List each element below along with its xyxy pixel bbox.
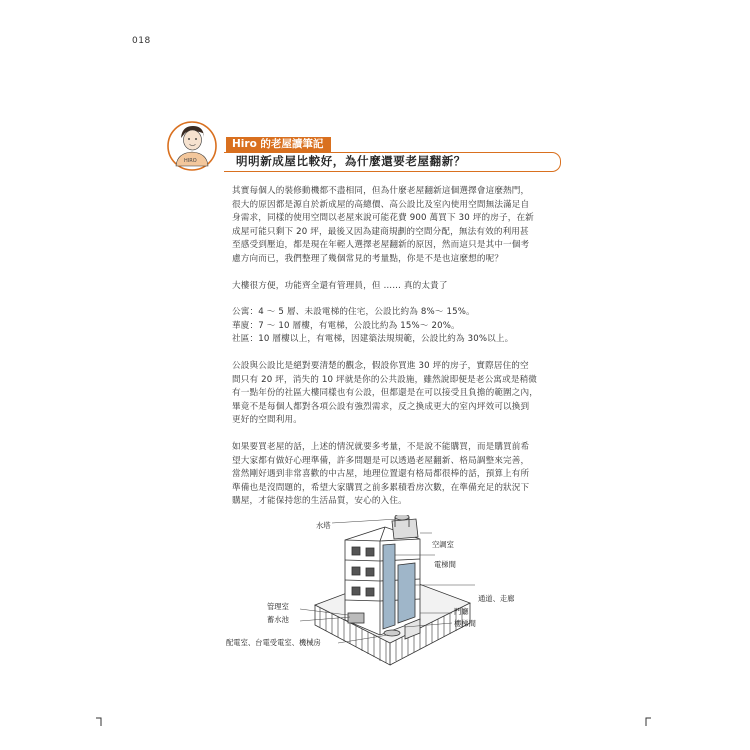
article-body	[232, 185, 552, 509]
avatar-shirt-text: HIRO	[184, 158, 197, 164]
label-water-tank: 蓄水池	[267, 615, 289, 624]
body-subheading: 大樓很方便，功能齊全還有管理員，但 …… 真的太貴了	[232, 280, 448, 291]
label-water-tower: 水塔	[316, 521, 331, 530]
series-tag: Hiro 的老屋讀筆記	[226, 137, 331, 152]
body-paragraph-public-facilities: 公設與公設比是絕對要清楚的觀念，假設你買進 30 坪的房子，實際居住的空 間只有 20 坪，消失的 10 坪就是你的公共設施，雖然說即便是老公寓或是稍微 有一點年份的社區大樓同樣也有公設，但都還是在可以接受且負擔的範圍之內， 畢竟不是每個人都對各項公設有強烈需求，反之換成更大的室內坪效可以換到 更好的空間利用。	[232, 360, 539, 426]
crop-mark-left	[96, 716, 102, 726]
crop-mark-right	[645, 716, 651, 726]
label-elevator-room: 電梯間	[434, 560, 456, 569]
label-lobby: 門廳	[454, 607, 469, 616]
author-avatar	[167, 118, 217, 174]
label-stairwell: 樓梯間	[454, 619, 476, 628]
body-paragraph-advice: 如果要買老屋的話，上述的情況就要多考量，不是說不能購買，而是購買前希 望大家都有做好心理準備，許多問題是可以透過老屋翻新、格局調整來完善， 當然剛好遇到非常喜歡的中古屋，地理位置還有格局都很棒的話，預算上有所 準備也是沒問題的，希望大家購買之前多累積看房次數，在準備充足的狀況下 購屋，才能保持您的生活品質，安心的入住。	[232, 441, 530, 507]
building-type-list: 公寓：4 ～ 5 層、未設電梯的住宅，公設比約為 8%～ 15%。 華廈：7 ～ 10 層樓，有電梯，公設比約為 15%～ 20%。 社區：10 層樓以上，有電梯，因建築法規規範，公設比約為 30%以上。	[232, 307, 514, 345]
body-paragraph-intro: 其實每個人的裝修動機都不盡相同，但為什麼老屋翻新這個選擇會這麼熱門， 很大的原因都是源自於新成屋的高總價、高公設比及室內使用空間無法滿足自 身需求，同樣的使用空間以老屋來說可能花費 900 萬買下 30 坪的房子，在新 成屋可能只剩下 20 坪，最後又因為建商規劃的空間分配，無法有效的利用甚 至感受到壓迫，都是現在年輕人選擇老屋翻新的原因，然而這只是其中一個考 慮方向而已，我們整理了幾個常見的考量點，你是不是也這麼想的呢？	[232, 186, 534, 264]
label-corridor: 通道、走廊	[478, 594, 515, 603]
label-management-office: 管理室	[267, 602, 289, 611]
label-utility-rooms: 配電室、台電受電室、機械房	[226, 638, 321, 647]
article-headline: 明明新成屋比較好，為什麼還要老屋翻新？	[236, 154, 466, 168]
page-number: 018	[132, 36, 151, 46]
label-ac-room: 空調室	[432, 540, 454, 549]
